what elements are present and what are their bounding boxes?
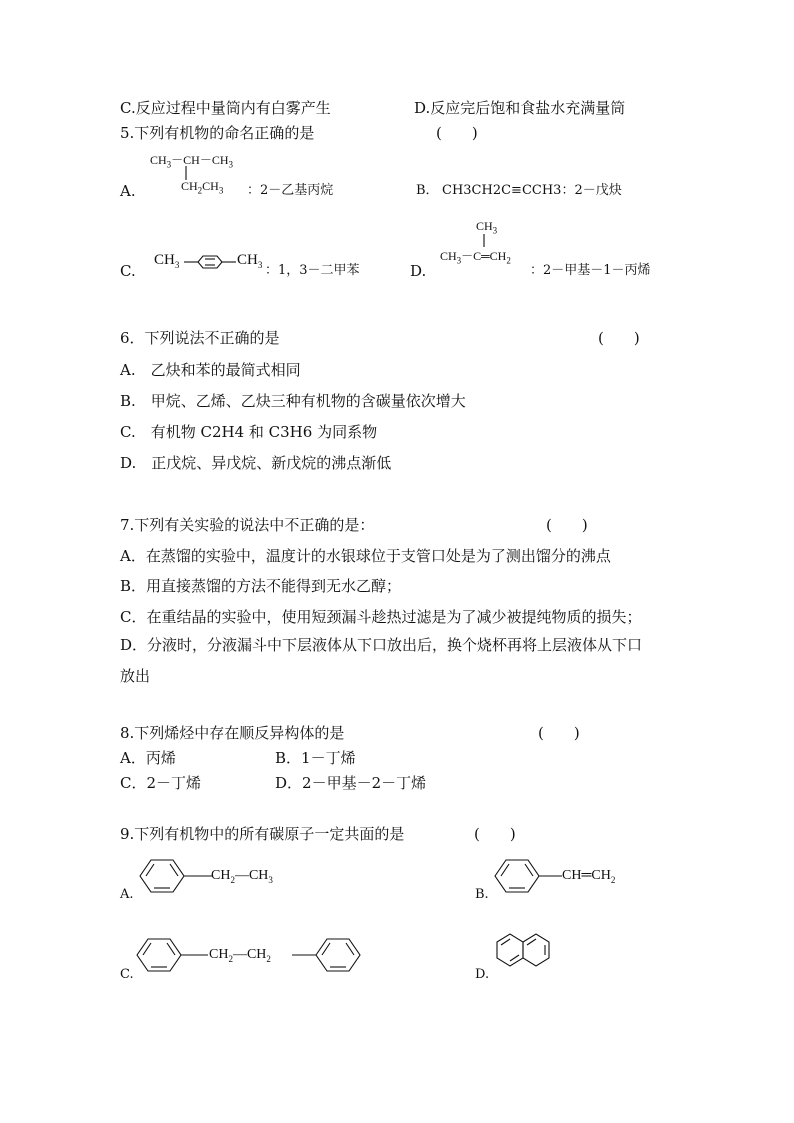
q5-a-name: ：2－乙基丙烷 — [247, 183, 334, 198]
q6-option-b: B. 甲烷、乙烯、乙炔三种有机物的含碳量依次增大 — [120, 392, 466, 410]
q7-stem: 7.下列有关实验的说法中不正确的是： — [120, 516, 375, 534]
q6-option-c: C. 有机物 C2H4 和 C3H6 为同系物 — [120, 423, 378, 441]
q5-c-name: ：1，3－二甲苯 — [265, 263, 360, 278]
q5-a-formula-top: $CH_3-CH-CH_3$ — [150, 153, 234, 170]
q5-c-label: C. — [120, 262, 136, 280]
q9-b-label: B. — [475, 887, 489, 902]
q9-b-benzene-ring — [495, 860, 562, 892]
q6-option-a: A. 乙炔和苯的最简式相同 — [120, 361, 301, 379]
q5-a-label: A. — [120, 182, 136, 200]
q5-d-name: ：2－甲基－1－丙烯 — [530, 263, 651, 278]
q9-c-left-benzene-ring — [137, 939, 208, 971]
q9-c-right-benzene-ring — [292, 939, 360, 971]
q5-a-formula-bottom: $CH_2CH_3$ — [181, 179, 224, 196]
q9-stem: 9.下列有机物中的所有碳原子一定共面的是 — [120, 825, 405, 843]
q5-c-right-methyl: $CH_3$ — [237, 252, 263, 270]
q9-c-chain: $CH_2—CH_2$ — [209, 947, 271, 964]
q5-c-left-methyl: $CH_3$ — [154, 252, 180, 270]
q5-d-top-methyl: $CH_3$ — [476, 219, 498, 236]
q9-a-chain: $CH_2—CH_3$ — [211, 868, 273, 885]
q8-stem: 8.下列烯烃中存在顺反异构体的是 — [120, 724, 345, 742]
q8-option-a: A．丙烯 — [120, 749, 176, 767]
q9-d-label: D. — [475, 967, 490, 982]
q6-option-d: D. 正戊烷、异戊烷、新戊烷的沸点渐低 — [120, 454, 392, 472]
q5-d-formula: $CH_3-C═CH_2$ — [440, 249, 511, 266]
q8-option-b: B．1－丁烯 — [275, 749, 356, 767]
q9-b-chain: $CH═CH_2$ — [562, 868, 616, 885]
q5-stem: 5.下列有机物的命名正确的是 — [120, 124, 315, 142]
q5-d-label: D. — [410, 262, 427, 280]
q9-d-naphthalene — [497, 934, 549, 966]
q8-paren: ( ) — [538, 724, 580, 742]
q6-paren: ( ) — [598, 329, 640, 347]
q7-option-d-line2: 放出 — [120, 667, 151, 685]
q8-option-d: D．2－甲基－2－丁烯 — [275, 774, 427, 792]
q9-a-benzene-ring — [140, 860, 212, 892]
q4-option-d: D.反应完后饱和食盐水充满量筒 — [414, 99, 626, 117]
q7-option-d-line1: D．分液时，分液漏斗中下层液体从下口放出后，换个烧杯再将上层液体从下口 — [120, 636, 643, 654]
q5-b-text: CH3CH2C≡CCH3：2－戊炔 — [442, 183, 622, 198]
q9-c-label: C. — [120, 967, 134, 982]
q5-paren: ( ) — [436, 124, 478, 142]
q7-option-c: C．在重结晶的实验中，使用短颈漏斗趁热过滤是为了减少被提纯物质的损失； — [120, 608, 642, 626]
q6-stem: 6．下列说法不正确的是 — [120, 329, 280, 347]
q9-paren: ( ) — [474, 825, 516, 843]
q4-option-c: C.反应过程中量筒内有白雾产生 — [120, 99, 331, 117]
q7-option-a: A．在蒸馏的实验中，温度计的水银球位于支管口处是为了测出馏分的沸点 — [120, 547, 611, 565]
q7-option-b: B．用直接蒸馏的方法不能得到无水乙醇； — [120, 577, 402, 595]
q5-b-label: B． — [416, 183, 439, 198]
q9-a-label: A. — [120, 887, 134, 902]
q7-paren: ( ) — [546, 516, 588, 534]
q8-option-c: C．2－丁烯 — [120, 774, 202, 792]
